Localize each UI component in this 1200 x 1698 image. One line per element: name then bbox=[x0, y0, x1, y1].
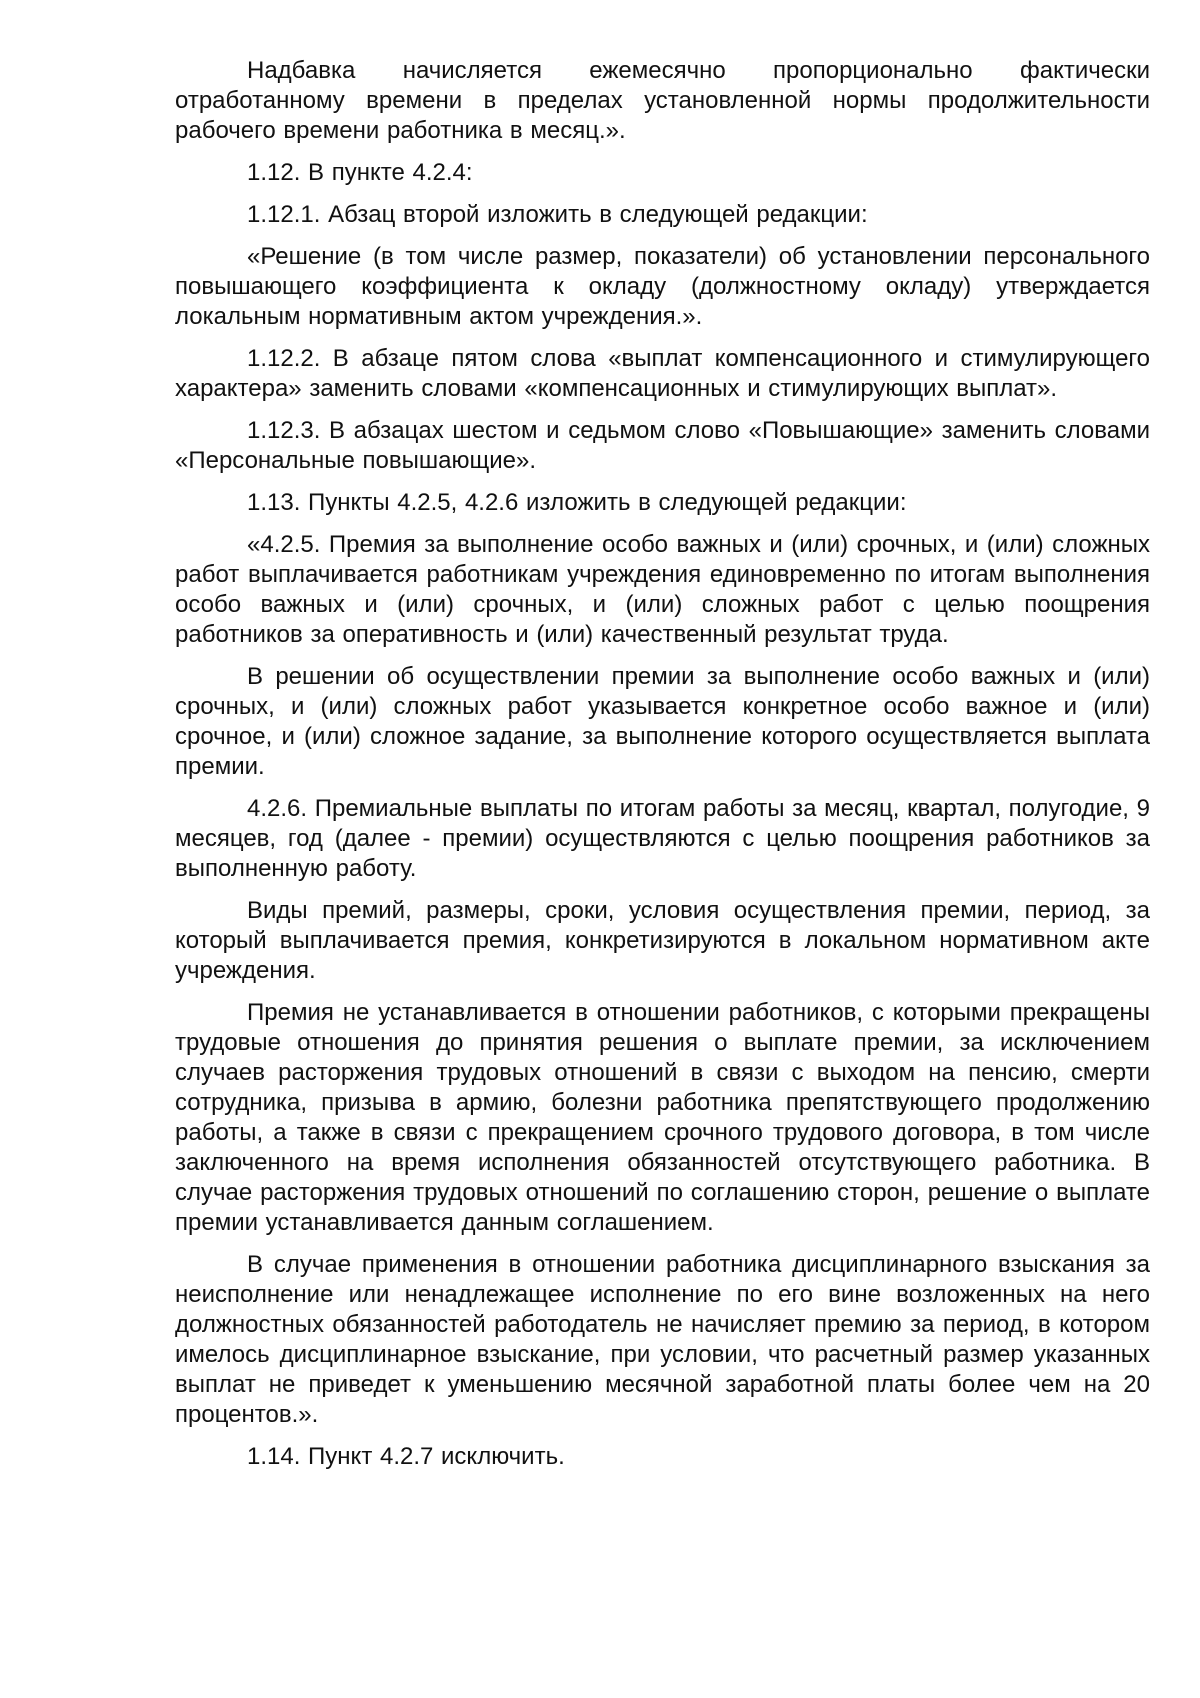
paragraph-item-1-12-2: 1.12.2. В абзаце пятом слова «выплат компенсационного и стимулирующего характера» заменить словами «компенсационных и стимулирующих выплат». bbox=[175, 345, 1150, 402]
paragraph-item-1-13: 1.13. Пункты 4.2.5, 4.2.6 изложить в следующей редакции: bbox=[247, 489, 907, 516]
paragraph-item-4-2-6: 4.2.6. Премиальные выплаты по итогам работы за месяц, квартал, полугодие, 9 месяцев, год (далее - премии) осуществляются с целью поощрения работников за выполненную работу. bbox=[175, 795, 1150, 882]
paragraph-allowance-calculation: Надбавка начисляется ежемесячно пропорционально фактически отработанному времени в пределах установленной нормы продолжительности рабочего времени работника в месяц.». bbox=[175, 57, 1150, 144]
document-page bbox=[175, 56, 1150, 1484]
paragraph-bonus-not-established: Премия не устанавливается в отношении работников, с которыми прекращены трудовые отношения до принятия решения о выплате премии, за исключением случаев расторжения трудовых отношений в связи с выходом на пенсию, смерти сотрудника, призыва в армию, болезни работника препятствующего продолжению работы, а также в связи с прекращением срочного трудового договора, в том числе заключенного на время исполнения обязанностей отсутствующего работника. В случае расторжения трудовых отношений по соглашению сторон, решение о выплате премии устанавливается данным соглашением. bbox=[175, 999, 1150, 1236]
paragraph-item-1-12-1: 1.12.1. Абзац второй изложить в следующей редакции: bbox=[247, 201, 868, 228]
paragraph-item-1-12-3: 1.12.3. В абзацах шестом и седьмом слово «Повышающие» заменить словами «Персональные повышающие». bbox=[175, 417, 1150, 474]
paragraph-item-1-14: 1.14. Пункт 4.2.7 исключить. bbox=[247, 1443, 565, 1470]
paragraph-bonus-decision: В решении об осуществлении премии за выполнение особо важных и (или) срочных, и (или) сложных работ указывается конкретное особо важное и (или) срочное, и (или) сложное задание, за выполнение которого осуществляется выплата премии. bbox=[175, 663, 1150, 780]
paragraph-item-4-2-5: «4.2.5. Премия за выполнение особо важных и (или) срочных, и (или) сложных работ выплачивается работникам учреждения единовременно по итогам выполнения особо важных и (или) срочных, и (или) сложных работ с целью поощрения работников за оперативность и (или) качественный результат труда. bbox=[175, 531, 1150, 648]
paragraph-bonus-types: Виды премий, размеры, сроки, условия осуществления премии, период, за который выплачивается премия, конкретизируются в локальном нормативном акте учреждения. bbox=[175, 897, 1150, 984]
paragraph-item-1-12: 1.12. В пункте 4.2.4: bbox=[247, 159, 473, 186]
paragraph-disciplinary-action: В случае применения в отношении работника дисциплинарного взыскания за неисполнение или ненадлежащее исполнение по его вине возложенных на него должностных обязанностей работодатель не начисляет премию за период, в котором имелось дисциплинарное взыскание, при условии, что расчетный размер указанных выплат не приведет к уменьшению месячной заработной платы более чем на 20 процентов.». bbox=[175, 1251, 1150, 1428]
paragraph-decision-coefficient: «Решение (в том числе размер, показатели) об установлении персонального повышающего коэффициента к окладу (должностному окладу) утверждается локальным нормативным актом учреждения.». bbox=[175, 243, 1150, 330]
